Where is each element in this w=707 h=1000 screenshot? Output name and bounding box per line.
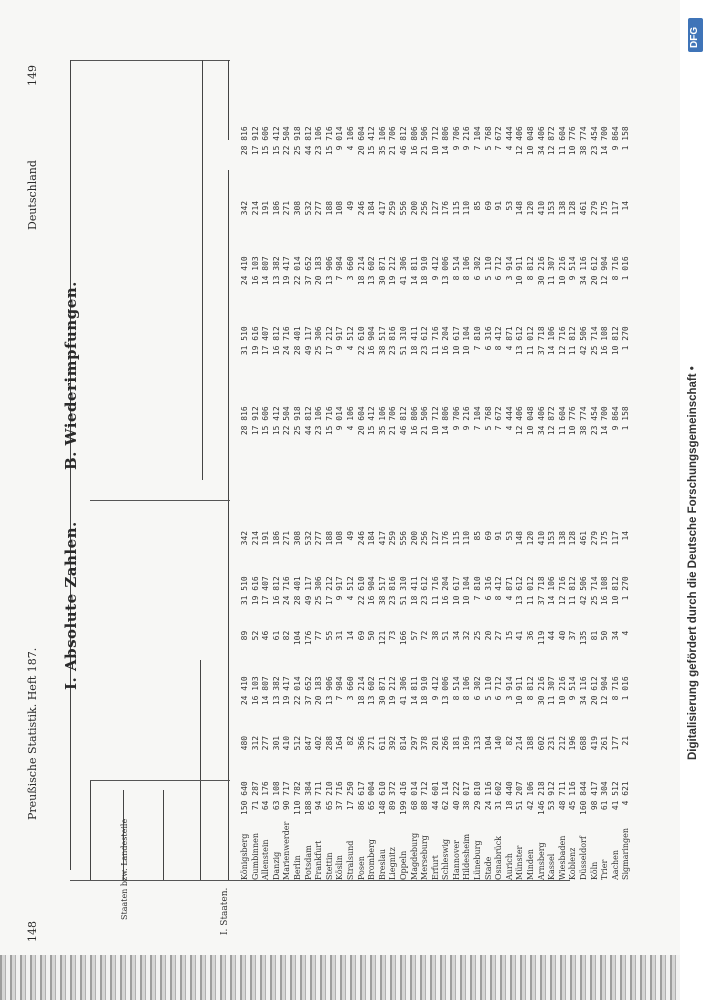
- scan-edge-artifact: [0, 955, 680, 1000]
- funding-note: [683, 20, 707, 980]
- subtotal-label: I. Staaten.: [220, 887, 230, 935]
- dfg-logo-text: DFG: [689, 26, 700, 48]
- header-rule-4: [200, 660, 201, 880]
- numeric-column-8: 31 510 19 616 17 407 16 812 24 716 28 401 49 117 25 306 17 212 9 917 4 512 22 610 16 904 38 517 23 816 51 310 18 411 23 612 11 716 16 204 10 617 10 104 7 810 6 316 8 412 4 871 13 612 11 012 37 718 14 106 12 716 11 812 42 506 25 714 16 108 10 812 1 270: [240, 326, 631, 356]
- header-rule-1: [90, 780, 91, 880]
- funding-note-text: Digitalisierung gefördert durch die Deutsche Forschungsgemeinschaft •: [687, 366, 699, 760]
- running-header-left: Preußische Statistik. Heft 187.: [26, 647, 39, 820]
- numeric-column-9: 24 410 16 103 14 807 13 382 19 417 22 014 37 652 20 183 13 906 7 984 3 660 18 214 13 602 30 871 19 212 41 306 14 811 18 910 9 412 13 006 8 514 8 106 6 302 5 110 6 712 3 914 10 911 8 812 30 216 11 307 10 216 9 514 34 116 20 612 12 904 8 716 1 016: [240, 256, 631, 286]
- section-b-title: B. Wiederimpfungen.: [62, 281, 80, 470]
- numeric-column-5: 31 510 19 616 17 407 16 812 24 716 28 401 49 117 25 306 17 212 9 917 4 512 22 610 16 904 38 517 23 816 51 310 18 411 23 612 11 716 16 204 10 617 10 104 7 810 6 316 8 412 4 871 13 612 11 012 37 718 14 106 12 716 11 812 42 506 25 714 16 108 10 812 1 270: [240, 576, 631, 606]
- row-names: Königsberg Gumbinnen Allenstein Danzig Marienwerder Berlin Potsdam Frankfurt Stettin Köslin Stralsund Posen Bromberg Breslau Liegnitz Oppeln Magdeburg Merseburg Erfurt Schleswig Hannover Hildesheim Lüneburg Stade Osnabrück Aurich Münster Minden Arnsberg Kassel Wiesbaden Koblenz Düsseldorf Köln Trier Aachen Sigmaringen: [240, 821, 631, 880]
- header-rule-7: [228, 60, 229, 140]
- numeric-column-11: 28 816 17 912 15 606 15 412 22 504 25 918 44 812 23 106 15 716 9 014 4 106 20 604 15 412 35 106 21 706 46 812 16 806 21 506 10 712 14 806 9 706 9 216 7 104 5 768 7 672 4 444 12 406 10 048 34 406 12 872 11 604 10 776 38 774 23 454 14 700 9 864 1 158: [240, 126, 631, 156]
- page-number-right: 149: [26, 65, 39, 86]
- table-bottom-rule: [70, 880, 570, 881]
- header-rule-5: [228, 170, 229, 880]
- column-header-states: Staaten bzw. Landesteile: [120, 818, 129, 920]
- numeric-column-10: 342 214 191 186 271 308 532 277 188 108 49 246 184 417 259 556 200 256 127 176 115 110 85 69 91 53 148 120 410 153 138 128 461 279 175 117 14: [240, 200, 631, 216]
- running-header-right: Deutschland: [26, 160, 39, 230]
- header-rule-3: [163, 790, 164, 880]
- header-mid-rule: [90, 780, 230, 781]
- numeric-column-4: 89 52 46 61 82 104 176 77 55 31 14 69 50 121 73 166 57 72 38 51 34 32 25 20 27 15 41 36 119 44 40 37 135 81 50 34 4: [240, 630, 631, 646]
- page-number-top: 148: [26, 921, 39, 942]
- numeric-column-3: 24 410 16 103 14 807 13 382 19 417 22 014 37 652 20 183 13 906 7 984 3 660 18 214 13 602 30 871 19 212 41 306 14 811 18 910 9 412 13 006 8 514 8 106 6 302 5 110 6 712 3 914 10 911 8 812 30 216 11 307 10 216 9 514 34 116 20 612 12 904 8 716 1 016: [240, 676, 631, 706]
- table-top-rule: [70, 60, 230, 61]
- header-rule-6: [202, 60, 203, 480]
- numeric-column-2: 480 312 277 301 410 512 847 402 288 164 82 366 271 611 392 814 297 378 201 266 181 169 133 104 140 82 214 188 602 231 212 196 688 419 261 177 21: [240, 735, 631, 751]
- numeric-column-7: 28 816 17 912 15 606 15 412 22 504 25 918 44 812 23 106 15 716 9 014 4 106 20 604 15 412 35 106 21 706 46 812 16 806 21 506 10 712 14 806 9 706 9 216 7 104 5 768 7 672 4 444 12 406 10 048 34 406 12 872 11 604 10 776 38 774 23 454 14 700 9 864 1 158: [240, 406, 631, 436]
- section-divider-rule: [90, 500, 230, 501]
- numeric-column-6: 342 214 191 186 271 308 532 277 188 108 49 246 184 417 259 556 200 256 127 176 115 110 85 69 91 53 148 120 410 153 138 128 461 279 175 117 14: [240, 530, 631, 546]
- numeric-column-1: 150 640 71 287 64 176 63 108 90 717 110 782 188 384 94 711 65 210 37 716 17 250 86 617 65 004 148 610 89 372 199 416 68 014 88 712 44 601 62 114 40 222 38 017 29 810 24 116 31 602 18 440 51 207 42 106 146 218 53 912 48 711 45 116 160 844 98 417 61 304 41 512 4 621: [240, 781, 631, 815]
- section-a-title: I. Absolute Zahlen.: [62, 521, 80, 690]
